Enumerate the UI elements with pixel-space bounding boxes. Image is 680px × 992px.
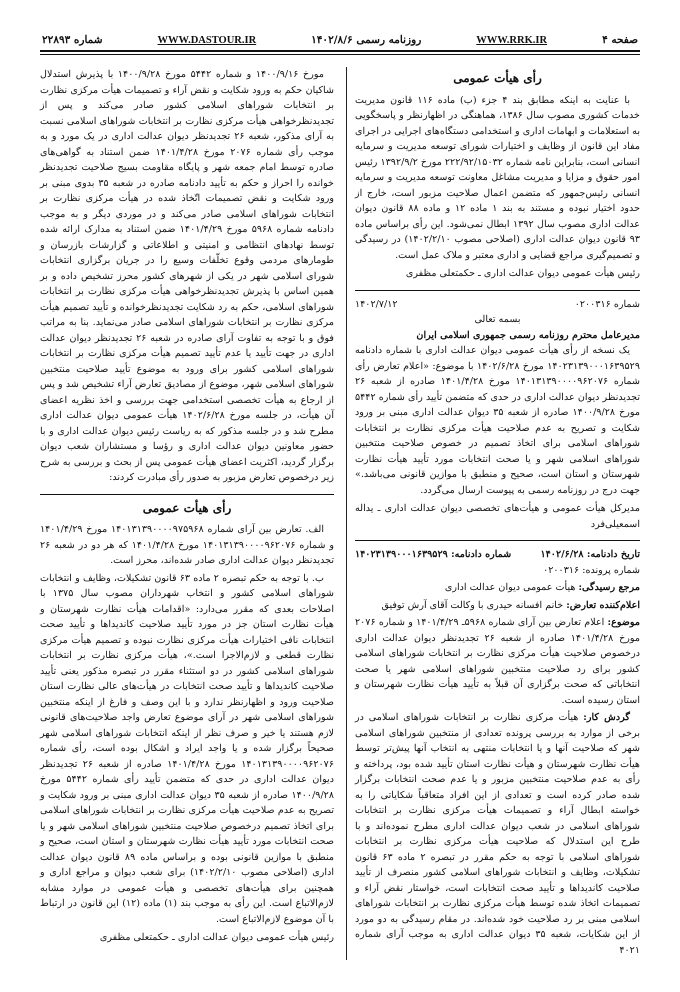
reference-value: هیأت عمومی دیوان عدالت اداری xyxy=(444,582,576,593)
addressee: مدیرعامل محترم روزنامه رسمی جمهوری اسلامی ایران xyxy=(416,329,640,341)
right-column xyxy=(346,67,640,960)
letter-body: یک نسخه از رأی هیأت عمومی دیوان عدالت اداری با شماره دادنامه ۱۴۰۲۳۱۳۹۰۰۰۱۶۳۹۵۲۹ مورخ ۱۴۰۲/۶/۲۸ با موضوع: «اعلام تعارض رأی شماره ۱۴۰۱۳۱۳۹۰۰۰۰۹۶۲۰۷۶ مورخ ۱۴۰۱/۴/۲۸ صادره از شعبه ۲۶ تجدیدنظر دیوان عدالت اداری در حدی که متضمن تأیید رأی شماره ۵۴۴۲ مورخ ۱۴۰۰/۹/۲۸ صادره از شعبه ۳۵ دیوان عدالت اداری مبنی بر ورود شکایت و تصریح به عدم صلاحیت هیأت مرکزی نظارت بر انتخابات شوراهای اسلامی برای اتخاذ تصمیم در خصوص صلاحیت منتخبین شوراهای اسلامی شهر و یا صحت انتخابات مورد تأیید هیأت نظارت شهرستان و استان است، صحیح و منطبق با موازین قانونی می‌باشد.» جهت درج در روزنامه رسمی به پیوست ارسال می‌گردد. xyxy=(355,345,641,496)
report-row xyxy=(355,710,640,958)
ruling-text: با عنایت به اینکه مطابق بند ۴ جزء (ب) ماده ۱۱۶ قانون مدیریت خدمات کشوری مصوب سال ۱۳۸۶، هماهنگی در اظهارنظر و پاسخگویی به استعلامات و ابهامات اداری و استخدامی دستگاه‌های اجرایی در اجرای مفاد این قانون از وظایف و اختیارات شورای توسعه مدیریت و سرمایه انسانی است، بنابراین نامه شماره ۲۲۲/۹۲/۱۵۰۳۲ مورخ ۱۳۹۲/۹/۲ رئیس امور حقوق و مزایا و مدیریت مشاغل معاونت توسعه مدیریت و سرمایه انسانی رئیس‌جمهور که متضمن اعمال صلاحیت مزبور است، خارج از حدود اختیار نبوده و مستند به بند ۱ ماده ۱۲ و ماده ۸۸ قانون دیوان عدالت اداری مصوب سال ۱۳۹۲ ابطال نمی‌شود. این رأی براساس ماده ۹۳ قانون دیوان عدالت اداری (اصلاحی مصوب ۱۴۰۲/۲/۱۰) در رسیدگی و تصمیم‌گیری مراجع قضایی و اداری معتبر و ملاک عمل است. xyxy=(355,94,640,261)
subject-row xyxy=(355,615,640,708)
subject-label: موضوع: xyxy=(607,617,641,628)
ruling-title: رأی هیأت عمومی xyxy=(453,71,542,85)
letter-number: شماره ۰۲۰۰۳۱۶ xyxy=(574,298,640,310)
applicant-label: اعلام‌کننده تعارض: xyxy=(566,599,640,611)
case-number: شماره پرونده: ۰۲۰۰۳۱۶ xyxy=(543,564,640,576)
reference-row xyxy=(355,580,640,596)
report-label: گردش کار: xyxy=(583,712,630,723)
ruling-title-2: رأی هیأت عمومی xyxy=(142,500,232,515)
report-value: هیأت مرکزی نظارت بر انتخابات شوراهای اسلامی در برخی از موارد به بررسی پرونده تعدادی از منتخبین شوراهای اسلامی شهر که صلاحیت آنها و یا انتخابات منتهی به انتخاب آنها پیش‌تر توسط هیأت نظارت شهرستان و هیأت نظارت استان تأیید شده بود، پرداخته و رأی به عدم صلاحیت منتخبین مزبور و یا عدم صحت انتخابات برگزار شده صادر کرده است و تعدادی از این افراد متعاقباً شکایاتی را به خواسته ابطال آراء و تصمیمات هیأت مرکزی نظارت بر انتخابات شوراهای اسلامی در شعب دیوان عدالت اداری مطرح نموده‌اند و با طرح این استدلال که صلاحیت هیأت مرکزی نظارت بر انتخابات شوراهای اسلامی با توجه به حکم مقرر در تبصره ۲ ماده ۶۳ قانون تشکیلات، وظایف و انتخابات شوراهای اسلامی کشور منصرف از تأیید صلاحیت کاندیداها و تأیید صحت انتخابات است، خواستار نقض آراء و تصمیمات اتخاذ شده توسط هیأت مرکزی نظارت بر انتخابات شوراهای اسلامی مبنی بر رد صلاحیت خود شده‌اند. در مقام رسیدگی به دو مورد از این شکایات، شعبه ۳۵ دیوان عدالت اداری به موجب آرای شماره ۴۰۲۱ xyxy=(355,712,641,956)
columns xyxy=(40,67,640,960)
verdict-meta xyxy=(355,547,640,563)
left-column xyxy=(40,67,334,960)
ruling-part-b: ب. با توجه به حکم تبصره ۲ ماده ۶۳ قانون تشکیلات، وظایف و انتخابات شوراهای اسلامی کشور و انتخاب شهرداران مصوب سال ۱۳۷۵ با اصلاحات بعدی که مقرر می‌دارد: «اقدامات هیأت نظارت شهرستان و هیأت نظارت استان جز در مورد تأیید صلاحیت کاندیداها و تأیید صحت انتخابات نافی اختیارات هیأت مرکزی نظارت نبوده و تصمیم هیأت مرکزی نظارت قطعی و لازم‌الاجرا است.»، هیأت مرکزی نظارت بر انتخابات شوراهای اسلامی کشور در دو استثناء مقرر در تبصره مذکور یعنی تأیید صلاحیت کاندیداها و تأیید صحت انتخابات در هیأت‌های عالی نظارت استان صلاحیت ورود و اظهارنظر ندارد و با این وصف و فارغ از اینکه منتخبین شوراهای اسلامی شهر در آرای موضوع تعارض واجد صلاحیت‌های قانونی لازم هستند یا خیر و صرف نظر از اینکه انتخابات شوراهای اسلامی شهر صحیحاً برگزار شده و یا واجد ایراد و اشکال بوده است، رأی شماره ۱۴۰۱۳۱۳۹۰۰۰۰۹۶۲۰۷۶ مورخ ۱۴۰۱/۴/۲۸ صادره از شعبه ۲۶ تجدیدنظر دیوان عدالت اداری در حدی که متضمن تأیید رأی شماره ۵۴۴۲ مورخ ۱۴۰۰/۹/۲۸ صادره از شعبه ۳۵ دیوان عدالت اداری مبنی بر ورود شکایت و تصریح به عدم صلاحیت هیأت مرکزی نظارت بر انتخابات شوراهای اسلامی برای اتخاذ تصمیم درخصوص صلاحیت منتخبین شوراهای اسلامی شهر و یا صحت انتخابات مورد تأیید هیأت نظارت شهرستان و استان است، صحیح و منطبق با موازین قانونی بوده و براساس ماده ۸۹ قانون دیوان عدالت اداری (اصلاحی مصوب ۱۴۰۲/۲/۱۰) برای شعب دیوان و مراجع اداری و همچنین برای هیأت‌های تخصصی و هیأت عمومی در موارد مشابه لازم‌الاتباع است. این رأی به موجب بند (۱) ماده (۱۲) این قانون در ارتباط با آن موضوع لازم‌الاتباع است. xyxy=(40,572,335,925)
applicant-row xyxy=(355,598,640,614)
divider xyxy=(355,290,640,291)
header-rule xyxy=(40,52,640,55)
verdict-date: تاریخ دادنامه: ۱۴۰۲/۶/۲۸ xyxy=(540,549,640,560)
issue-number: شماره ۲۲۸۹۳ xyxy=(42,34,103,46)
newspaper-date: روزنامه رسمی ۱۴۰۲/۸/۶ xyxy=(311,34,422,46)
signature: رئیس هیأت عمومی دیوان عدالت اداری ـ حکمتعلی مظفری xyxy=(405,268,640,279)
signature-2: رئیس هیأت عمومی دیوان عدالت اداری ـ حکمتعلی مظفری xyxy=(99,932,334,943)
letter-ref xyxy=(355,297,640,313)
bismillah: بسمه تعالی xyxy=(474,314,521,325)
dastour-link[interactable]: WWW.DASTOUR.IR xyxy=(157,35,257,46)
ruling-part-a: الف. تعارض بین آرای شماره ۱۴۰۱۳۱۳۹۰۰۰۰۹۷۵۹۶۸ مورخ ۱۴۰۱/۴/۲۹ و شماره ۱۴۰۱۳۱۳۹۰۰۰۰۹۶۲۰۷۶ مورخ ۱۴۰۱/۴/۲۸ که هر دو در شعبه ۲۶ تجدیدنظر دیوان عدالت اداری صادر شده‌اند، محرز است. xyxy=(40,524,334,566)
letter-signature: مدیرکل هیأت عمومی و هیأت‌های تخصصی دیوان عدالت اداری ـ یداله اسمعیلی‌فرد xyxy=(355,503,640,530)
divider xyxy=(40,494,334,495)
page-header xyxy=(40,34,640,52)
verdict-number: شماره دادنامه: ۱۴۰۲۳۱۳۹۰۰۰۱۶۳۹۵۲۹ xyxy=(355,549,512,560)
reference-label: مرجع رسیدگی: xyxy=(578,582,640,593)
subject-value: اعلام تعارض بین آرای شماره ۵۹۶۸ـ ۱۴۰۱/۴/۲۹ و شماره ۲۰۷۶ مورخ ۱۴۰۱/۴/۲۸ صادره از شعبه ۲۶ تجدیدنظر دیوان عدالت اداری درخصوص صلاحیت هیأت مرکزی نظارت بر انتخابات شوراهای اسلامی کشور برای رد صلاحیت منتخبین شوراهای اسلامی شهر یا صحت انتخاباتی که صحت برگزاری آن قبلاً به تأیید هیأت نظارت شهرستان و استان رسیده است. xyxy=(355,617,640,706)
continued-text: مورخ ۱۴۰۰/۹/۱۶ و شماره ۵۴۴۲ مورخ ۱۴۰۰/۹/۲۸ با پذیرش استدلال شاکیان حکم به ورود شکایت و نقض آراء و تصمیمات هیأت مرکزی نظارت بر انتخابات شوراهای اسلامی کشور صادر می‌کند و پس از تجدیدنظرخواهی هیأت مرکزی نظارت بر انتخابات شوراهای اسلامی نسبت به آرای مذکور، شعبه ۲۶ تجدیدنظر دیوان عدالت اداری در یک مورد و به موجب رأی شماره ۲۰۷۶ مورخ ۱۴۰۱/۴/۲۸ ضمن استناد به گواهی‌های صادره توسط امام جمعه شهر و پایگاه مقاومت بسیج صلاحیت تجدیدنظر خوانده را احراز و حکم به تأیید دادنامه صادره در شعبه ۳۵ بدوی مبنی بر ورود شکایت و نقض تصمیمات اتّخاذ شده در هیأت مرکزی نظارت بر انتخابات شوراهای اسلامی صادر می‌کند و در موردی دیگر و به موجب دادنامه شماره ۵۹۶۸ مورخ ۱۴۰۱/۴/۲۹ ضمن استناد به مدارک ارائه شده توسط نهادهای انتظامی و امنیتی و اطلاعاتی و گزارشات بازرسان و طومارهای مردمی وقوع تخلّفات وسیع را در جریان برگزاری انتخابات شورای اسلامی شهر در یکی از شهرهای کشور محرز تشخیص داده و بر همین اساس با پذیرش تجدیدنظرخواهی هیأت مرکزی نظارت بر انتخابات شوراهای اسلامی، حکم به رد شکایت تجدیدنظرخوانده و تأیید تصمیم هیأت مرکزی نظارت بر انتخابات شوراهای اسلامی صادر می‌نماید. بنا به مراتب فوق و با توجه به تفاوت آرای صادره در شعبه ۲۶ تجدیدنظر دیوان عدالت اداری در جهت تأیید یا عدم تأیید تصمیم هیأت مرکزی نظارت بر انتخابات شوراهای اسلامی کشور برای ورود به موضوع تأیید صلاحیت منتخبین شوراهای اسلامی شهر، موضوع از مصادیق تعارض آراء تشخیص شد و پس از ارجاع به هیأت تخصصی استخدامی جهت بررسی و اخذ نظریه اعضای آن هیأت، در جلسه مورخ ۱۴۰۲/۶/۲۸ هیأت عمومی دیوان عدالت اداری مطرح شد و در جلسه مذکور که به ریاست رئیس دیوان عدالت اداری و با حضور معاونین دیوان عدالت اداری و رؤسا و مستشاران شعب دیوان برگزار گردید، اکثریت اعضای هیأت عمومی پس از بحث و بررسی به شرح زیر درخصوص تعارض مزبور به صدور رأی مبادرت کردند: xyxy=(40,69,335,483)
rrk-link[interactable]: WWW.RRK.IR xyxy=(476,35,548,46)
divider xyxy=(355,540,640,541)
applicant-value: خانم افسانه حیدری با وکالت آقای آرش توفیق xyxy=(381,599,564,611)
letter-date: ۱۴۰۲/۷/۱۲ xyxy=(355,298,398,310)
page-number: صفحه ۴ xyxy=(602,34,638,46)
